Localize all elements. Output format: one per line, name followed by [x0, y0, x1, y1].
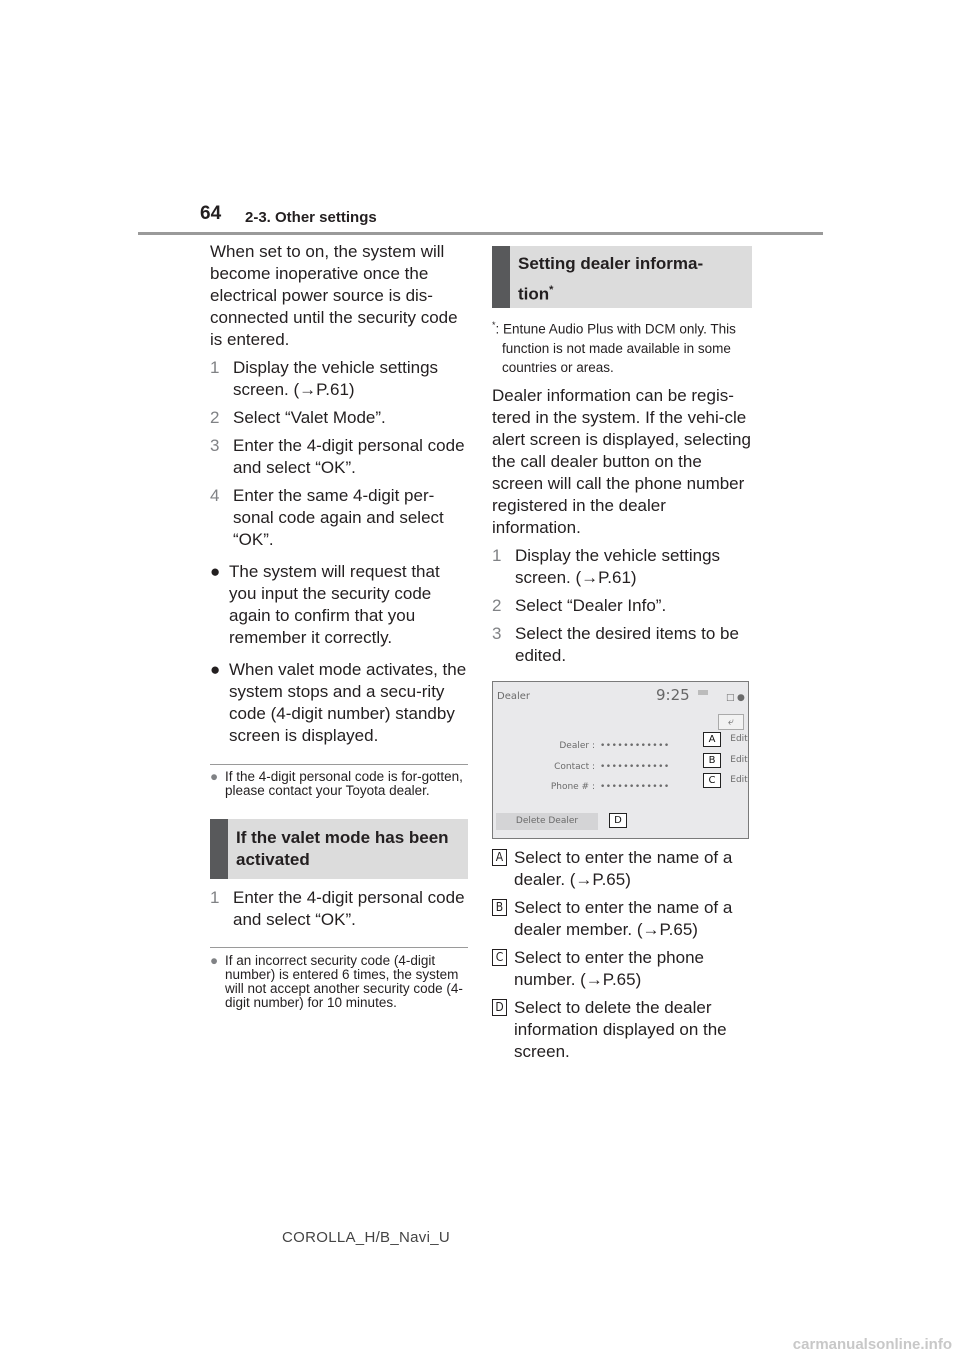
callout-tag: D [492, 999, 507, 1016]
row-value: •••••••••••• [600, 761, 670, 772]
edit-button[interactable]: Edit [730, 733, 748, 744]
footnote-text: : Entune Audio Plus with DCM only. This function is not made available in some countries or areas. [495, 321, 736, 375]
screen-title: Dealer [497, 690, 531, 702]
callout-marker: B [703, 753, 721, 768]
step-text: Display the vehicle settings screen. (→P.61) [233, 358, 439, 399]
callout-item [492, 997, 752, 1063]
row-label: Phone # : [550, 781, 595, 792]
note-text: If an incorrect security code (4-digit number) is entered 6 times, the system will not accept another security code (4-digit number) for 10 minutes. [225, 953, 463, 1010]
status-indicator-icon [698, 690, 708, 695]
row-value: •••••••••••• [600, 740, 670, 751]
step-2 [210, 407, 468, 429]
note [210, 954, 468, 1010]
step-1 [492, 545, 752, 589]
step-1 [210, 357, 468, 401]
screen-clock: 9:25 [656, 685, 690, 704]
heading-line2: tion [518, 284, 550, 304]
step-text: Select “Valet Mode”. [233, 408, 386, 427]
bullet-icon: ● [210, 660, 221, 679]
back-button[interactable]: ⤶ [718, 714, 744, 730]
delete-dealer-button[interactable]: Delete Dealer [496, 813, 598, 830]
heading-footnote-mark: * [549, 284, 554, 296]
bullet-icon: ● [210, 562, 221, 581]
bullet-item [210, 561, 468, 649]
callout-item [492, 947, 752, 991]
step-text: Display the vehicle settings screen. (→P.61) [515, 545, 721, 587]
intro-paragraph: When set to on, the system will become inoperative once the electrical power source is dis-connected until the security code is entered. [210, 242, 458, 349]
heading-bar [210, 819, 228, 879]
heading-text [518, 251, 703, 308]
note [210, 770, 468, 798]
step-text: Enter the same 4-digit per-sonal code again and select “OK”. [233, 486, 444, 549]
step-3 [492, 623, 752, 667]
step-number: 3 [210, 436, 220, 455]
step-1 [210, 887, 468, 931]
note-bullet-icon: ● [210, 953, 219, 968]
callout-tag: C [492, 949, 507, 966]
row-value: •••••••••••• [600, 781, 670, 792]
callout-tag: B [492, 899, 507, 916]
step-number: 4 [210, 486, 220, 505]
callout-text: Select to delete the dealer information displayed on the screen. [514, 997, 727, 1061]
callout-item [492, 847, 752, 891]
left-column [210, 241, 468, 1010]
step-number: 1 [492, 545, 502, 565]
footnote-mark: * [492, 320, 496, 330]
callout-text: Select to enter the name of a dealer member. (→P.65) [514, 897, 733, 939]
step-number: 1 [210, 888, 220, 907]
step-number: 2 [210, 408, 220, 427]
heading-text: If the valet mode has been activated [236, 828, 449, 869]
right-column [492, 246, 752, 1063]
step-text: Enter the 4-digit personal code and select “OK”. [233, 436, 465, 477]
bullet-text: The system will request that you input the security code again to confirm that you remember it correctly. [229, 562, 440, 647]
step-number: 1 [210, 358, 220, 377]
section-heading [492, 246, 752, 308]
section-title: 2-3. Other settings [245, 209, 377, 226]
note-bullet-icon: ● [210, 769, 219, 784]
step-text: Select “Dealer Info”. [515, 595, 667, 615]
bullet-item [210, 659, 468, 747]
note-text: If the 4-digit personal code is for-gotten, please contact your Toyota dealer. [225, 769, 463, 798]
callout-text: Select to enter the phone number. (→P.65) [514, 947, 704, 989]
subsection-heading [210, 819, 468, 879]
step-text: Select the desired items to be edited. [515, 623, 739, 665]
footnote [492, 316, 752, 377]
footer [0, 1229, 960, 1246]
step-2 [492, 595, 752, 617]
intro-paragraph: Dealer information can be regis-tered in the system. If the vehi-cle alert screen is displayed, selecting the call dealer button on the screen will call the phone number registered in the dealer information. [492, 385, 751, 537]
step-text: Enter the 4-digit personal code and select “OK”. [233, 888, 465, 929]
callout-marker: D [609, 813, 627, 828]
page-number: 64 [200, 203, 222, 224]
heading-line1: Setting dealer informa- [518, 254, 704, 273]
settings-icon: ● [737, 692, 745, 703]
heading-bar [492, 246, 510, 308]
note-divider [210, 764, 468, 765]
row-label: Contact : [554, 761, 595, 772]
header-divider [138, 232, 823, 235]
callout-marker: C [703, 773, 721, 788]
step-4 [210, 485, 468, 551]
callout-text: Select to enter the name of a dealer. (→P.65) [514, 847, 733, 889]
row-label: Dealer : [559, 740, 595, 751]
footer-text: COROLLA_H/B_Navi_U [282, 1229, 450, 1246]
watermark: carmanualsonline.info [792, 1336, 952, 1353]
callout-item [492, 897, 752, 941]
note-divider [210, 947, 468, 948]
callout-marker: A [703, 732, 721, 747]
edit-button[interactable]: Edit [730, 774, 748, 785]
step-number: 2 [492, 595, 502, 615]
step-3 [210, 435, 468, 479]
dealer-screen-illustration [492, 681, 749, 839]
callout-tag: A [492, 849, 507, 866]
lock-icon: □ [726, 692, 735, 703]
edit-button[interactable]: Edit [730, 754, 748, 765]
step-number: 3 [492, 623, 502, 643]
bullet-text: When valet mode activates, the system stops and a secu-rity code (4-digit number) standby screen is displayed. [229, 660, 467, 745]
